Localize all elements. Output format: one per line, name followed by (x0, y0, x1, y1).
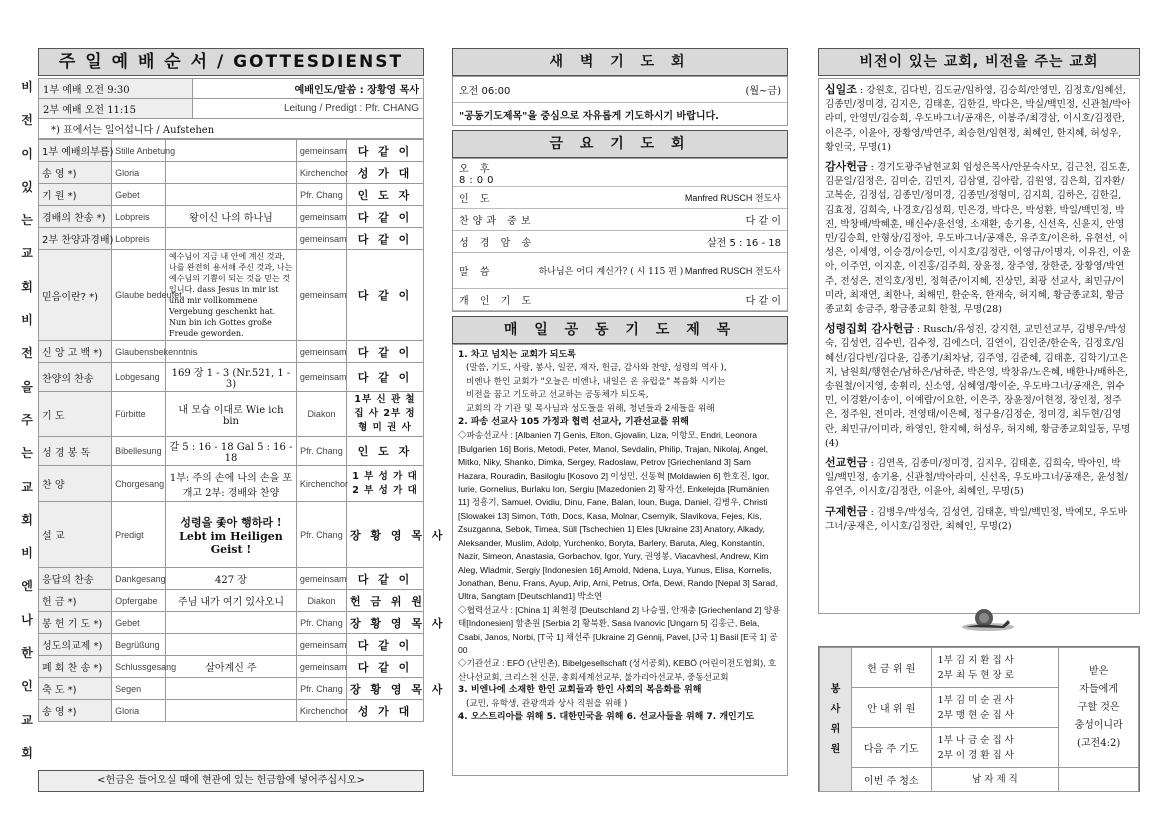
service-item-de: Bibellesung (112, 437, 166, 466)
volunteer-names (931, 648, 1059, 688)
offering-section-label: 감사헌금 (825, 160, 868, 174)
offering-section-names: : 김병우/박성숙, 김성연, 김태훈, 박일/백민정, 박예모, 우도바그너/공재은, 이시호/김정란, 최혜인, 무명(2) (825, 506, 1127, 532)
service-item-by: Pfr. Chang (296, 437, 346, 466)
service-item-ko: 찬양의 찬송 (39, 363, 112, 392)
service-item-content (166, 228, 297, 250)
prayer-item: 비엔나 한인 교회가 "오늘은 비엔나, 내일은 온 유럽을" 복음화 시키는 (466, 376, 726, 387)
friday-row (453, 187, 787, 209)
service-row (39, 140, 424, 162)
prayer-item: 3. 비엔나에 소재한 한인 교회들과 한인 사회의 복음화를 위해 (458, 685, 702, 696)
service-row (39, 466, 424, 502)
offering-section-label: 십일조 (825, 83, 857, 96)
prayer-item: 1. 차고 넘치는 교회가 되도록 (458, 350, 576, 360)
service-item-de: Segen (112, 678, 166, 700)
service-item-content: 1부: 주의 손에 나의 손을 포개고 2부: 경배와 찬양 (166, 466, 297, 502)
service-item-ko: 1부 예배의부름) (39, 140, 112, 162)
service-item-de: Begrüßung (112, 634, 166, 656)
volunteer-name: 2부 맹 현 순 집 사 (937, 709, 1014, 721)
service-item-ko: 믿음이란? *) (39, 250, 112, 341)
service-item-de: Gebet (112, 612, 166, 634)
service-row (39, 341, 424, 363)
offering-column (818, 48, 1140, 796)
offering-section (825, 505, 1133, 534)
offering-section-label: 구제헌금 (825, 504, 868, 518)
volunteer-row (820, 768, 1139, 792)
slogan-char: 한 (21, 646, 33, 661)
service-item-content: 427 장 (166, 568, 297, 590)
volunteer-name: 1부 김 미 순 권 사 (937, 694, 1014, 706)
service-row (39, 392, 424, 437)
order-of-service (38, 48, 446, 796)
friday-row-label: 오 후 8:00 (459, 163, 498, 186)
service-item-by: gemeinsam (296, 634, 346, 656)
second-service-time: 2부 예배 오전 11:15 (39, 99, 193, 119)
volunteer-role: 헌 금 위 원 (851, 648, 931, 688)
service-item-by: Kirchenchor (296, 466, 346, 502)
service-item-leader: 다 같 이 (346, 656, 423, 678)
service-item-by: Pfr. Chang (296, 678, 346, 700)
service-item-ko: 신 앙 고 백 *) (39, 341, 112, 363)
friday-row-label: 개 인 기 도 (459, 296, 536, 307)
service-item-by: gemeinsam (296, 140, 346, 162)
service-item-content: 왕이신 나의 하나님 (166, 206, 297, 228)
volunteer-name: 1부 김 지 환 집 사 (937, 654, 1014, 666)
slogan-char: 비 (21, 313, 33, 328)
service-item-content: 주님 내가 여기 있사오니 (166, 590, 297, 612)
volunteer-name: 2부 이 경 환 집 사 (937, 749, 1014, 761)
prayer-item: ◇협력선교사 : [China 1] 최현경 [Deutschland 2] 나승필, 안재충 [Griechenland 2] 양용태[Indonesien] 함춘원 [Serbia 2] 황북환, Sasa Ivanovic [Ungarn 5] 김홍근, Bela, Csabi, Janos, Norbi, [T국 1] 채선주 [Ukraine 2] Gennij, Pavel, [J국 1] Basil [E국 1] 공00 (458, 604, 781, 655)
friday-row-label: 찬양과 중보 (459, 216, 535, 227)
vertical-slogan (18, 80, 36, 760)
prayer-item: 4. 오스트리아를 위해 5. 대한민국을 위해 6. 선교사들을 위해 7. 개인기도 (458, 711, 755, 722)
service-row (39, 590, 424, 612)
slogan-char: 교 (21, 479, 33, 494)
verse-line: 자들에게 (1079, 683, 1118, 695)
service-item-ko: 헌 금 *) (39, 590, 112, 612)
service-row (39, 568, 424, 590)
service-row (39, 656, 424, 678)
slogan-char: 교 (21, 246, 33, 261)
prayer-item: (교민, 유학생, 관광객과 상사 직원을 위해 ) (466, 698, 628, 709)
service-item-by: Kirchenchor (296, 700, 346, 722)
service-row (39, 700, 424, 722)
service-item-ko: 2부 찬양과경배) (39, 228, 112, 250)
service-item-content: 예수님이 지금 내 안에 계신 것과, 나를 완전히 용서해 주신 것과, 나는 예수님의 기쁨이 되는 것을 믿는 것입니다. dass Jesus in mir ist und mir vollkommene Vergebung geschenkt hat. Nun bin ich Gottes große Freude geworden. (166, 250, 297, 341)
service-times (38, 78, 424, 139)
friday-row (453, 231, 787, 253)
slogan-char: 있 (21, 179, 33, 194)
first-service-time: 1부 예배 오전 9:30 (39, 79, 193, 99)
prayer-item: 2. 파송 선교사 105 가정과 협력 선교사, 기관선교를 위해 (458, 417, 689, 428)
offering-section (825, 83, 1133, 155)
service-item-by: gemeinsam (296, 656, 346, 678)
service-item-content (166, 678, 297, 700)
offering-section (825, 322, 1133, 451)
friday-row-value: Manfred RUSCH 전도사 (684, 266, 781, 276)
second-service-leader: Leitung / Predigt : Pfr. CHANG (193, 99, 424, 119)
service-item-by: Pfr. Chang (296, 612, 346, 634)
service-item-content (166, 140, 297, 162)
service-item-de: Gebet (112, 184, 166, 206)
service-item-de: Gloria (112, 162, 166, 184)
service-item-leader: 장 황 영 목 사 (346, 612, 423, 634)
service-item-content (166, 162, 297, 184)
friday-row-label: 성 경 암 송 (459, 238, 536, 249)
volunteer-side-char: 위 (830, 723, 841, 735)
volunteer-name: 1부 나 금 순 집 사 (937, 734, 1014, 746)
service-item-content (166, 612, 297, 634)
service-item-content (166, 184, 297, 206)
service-item-content (166, 700, 297, 722)
offering-note: <헌금은 들어오실 때에 현관에 있는 헌금함에 넣어주십시오> (38, 770, 424, 792)
service-item-de: Fürbitte (112, 392, 166, 437)
slogan-char: 전 (21, 113, 33, 128)
service-item-leader: 다 같 이 (346, 568, 423, 590)
service-item-de: Predigt (112, 502, 166, 568)
volunteer-verse (1059, 648, 1139, 768)
dawn-prayer-title: 새 벽 기 도 회 (452, 48, 788, 76)
slogan-char: 나 (21, 612, 33, 627)
volunteer-role: 안 내 위 원 (851, 688, 931, 728)
dawn-prayer-note: "공동기도제목"을 중심으로 자유롭게 기도하시기 바랍니다. (459, 111, 719, 122)
friday-row (453, 289, 787, 311)
volunteer-role: 다음 주 기도 (851, 728, 931, 768)
service-item-ko: 송 영 *) (39, 700, 112, 722)
service-item-leader: 다 같 이 (346, 228, 423, 250)
service-item-ko: 설 교 (39, 502, 112, 568)
slogan-char: 주 (21, 412, 33, 427)
service-item-leader: 1부 신 관 철 집 사 2부 정 형 미 권 사 (346, 392, 423, 437)
service-item-ko: 기 도 (39, 392, 112, 437)
service-item-by: Pfr. Chang (296, 184, 346, 206)
friday-row (453, 209, 787, 231)
volunteer-side-char: 봉 (830, 683, 841, 695)
prayer-item: (말씀, 기도, 사랑, 봉사, 일꾼, 재자, 헌금, 감사와 찬양, 성령의 역사 ), (466, 363, 727, 374)
service-item-leader: 1 부 성 가 대 2 부 성 가 대 (346, 466, 423, 502)
service-item-content: 169 장 1 - 3 (Nr.521, 1 - 3) (166, 363, 297, 392)
service-item-by: gemeinsam (296, 568, 346, 590)
service-item-ko: 응답의 찬송 (39, 568, 112, 590)
offering-section (825, 160, 1133, 317)
friday-prayer-box (452, 158, 788, 312)
service-item-de: Lobpreis (112, 228, 166, 250)
snail-illustration (958, 603, 1018, 633)
volunteer-side-char: 사 (830, 703, 841, 715)
service-row (39, 634, 424, 656)
service-item-de: Stille Anbetung (112, 140, 166, 162)
service-item-leader: 장 황 영 목 사 (346, 502, 423, 568)
slogan-char: 는 (21, 446, 33, 461)
service-item-leader: 헌 금 위 원 (346, 590, 423, 612)
service-item-by: gemeinsam (296, 228, 346, 250)
slogan-char: 회 (21, 512, 33, 527)
service-title: 주 일 예 배 순 서 / GOTTESDIENST (38, 48, 424, 76)
service-item-by: Pfr. Chang (296, 502, 346, 568)
volunteer-role: 이번 주 청소 (851, 768, 931, 792)
service-item-ko: 찬 양 (39, 466, 112, 502)
service-item-by: Kirchenchor (296, 162, 346, 184)
slogan-char: 비 (21, 546, 33, 561)
offering-section-names: : 강원호, 김다빈, 김도균/임하영, 김승희/안영민, 김정호/임혜선, 김종민/정미경, 김지은, 김태훈, 김한길, 박다은, 박실/백민정, 신관철/박아라미, 안영민/김승희, 우도바그너/공재은, 이봉주/최경삼, 이시호/김정란, 이은주, 이윤아, 장황영/박연주, 최승현/임현정, 최혜인, 한지혜, 허성우, 황인국, 무명(1) (825, 85, 1131, 153)
service-item-ko: 축 도 *) (39, 678, 112, 700)
service-item-by: Diakon (296, 590, 346, 612)
service-item-leader: 장 황 영 목 사 (346, 678, 423, 700)
friday-row-value: 다 같 이 (745, 216, 781, 227)
service-item-de: Lobgesang (112, 363, 166, 392)
slogan-char: 교 (21, 712, 33, 727)
service-item-leader: 다 같 이 (346, 206, 423, 228)
service-item-content: 성령을 좇아 행하라 ! Lebt im Heiligen Geist ! (166, 502, 297, 568)
service-item-ko: 성 경 봉 독 (39, 437, 112, 466)
service-order-table (38, 139, 446, 722)
volunteer-name: 2부 최 두 현 장 로 (937, 669, 1014, 681)
dawn-prayer-time: 오전 06:00 (459, 86, 511, 97)
volunteer-side-char: 원 (830, 743, 841, 755)
service-row (39, 184, 424, 206)
service-item-de: Dankgesang (112, 568, 166, 590)
service-item-by: gemeinsam (296, 341, 346, 363)
slogan-char: 이 (21, 146, 33, 161)
daily-prayer-list (452, 344, 788, 776)
service-item-leader: 다 같 이 (346, 140, 423, 162)
prayer-item: 비전을 꿈고 기도하고 선교하는 공동체가 되도록, (466, 390, 649, 401)
volunteer-name: 남 자 제 직 (972, 774, 1018, 785)
service-item-content: 갈 5 : 16 - 18 Gal 5 : 16 - 18 (166, 437, 297, 466)
service-item-leader: 다 같 이 (346, 634, 423, 656)
slogan-char: 엔 (21, 579, 33, 594)
slogan-char: 비 (21, 80, 33, 94)
volunteer-empty-cell (1059, 768, 1139, 792)
standing-note: *) 표에서는 일어섭니다 / Aufstehen (39, 119, 424, 139)
prayer-item: 교회의 각 기관 및 목사님과 성도들을 위해, 청년들과 2세들을 위해 (466, 403, 715, 414)
friday-row-content: 하나님은 어디 계신가? ( 시 115 편 ) (538, 267, 684, 277)
service-row (39, 363, 424, 392)
service-row (39, 502, 424, 568)
slogan-char: 인 (21, 679, 33, 694)
service-item-ko: 경배의 찬송 *) (39, 206, 112, 228)
service-item-ko: 봉 헌 기 도 *) (39, 612, 112, 634)
prayer-item: ◇기관선교 : EFÖ (난민촌), Bibelgesellschaft (성서공회), KEBÖ (어린이전도협회), 호산나선교회, 크리스천 신문, 총회세계선교부, 불가리아선교부, 중동선교회 (458, 658, 777, 682)
offering-section-names: : 김연옥, 김종미/정미경, 김지우, 김태훈, 김희숙, 박아인, 박일/백민정, 송기용, 신관철/박아라미, 신선옥, 우도바그너/공재은, 윤성철/유연주, 이시호/김정란, 이윤아, 최혜인, 무명(5) (825, 458, 1128, 498)
friday-row-value: 다 같 이 (745, 296, 781, 307)
service-item-leader: 성 가 대 (346, 162, 423, 184)
service-item-leader: 인 도 자 (346, 184, 423, 206)
service-row (39, 678, 424, 700)
service-item-de: Glaubensbekenntnis (112, 341, 166, 363)
service-item-de: Gloria (112, 700, 166, 722)
verse-line: 받은 (1088, 665, 1109, 677)
slogan-char: 회 (21, 745, 33, 760)
service-row (39, 437, 424, 466)
friday-row-label: 말 씀 (459, 267, 494, 278)
offering-title: 비전이 있는 교회, 비전을 주는 교회 (818, 48, 1140, 76)
volunteer-names (931, 688, 1059, 728)
service-item-de: Schlussgesang (112, 656, 166, 678)
offering-list (818, 78, 1140, 614)
service-item-by: Diakon (296, 392, 346, 437)
service-item-leader: 다 같 이 (346, 363, 423, 392)
service-item-content: 살아계신 주 (166, 656, 297, 678)
offering-section-label: 성령집회 감사헌금 (825, 322, 914, 336)
volunteer-names (931, 768, 1059, 792)
volunteer-side-label (820, 648, 852, 792)
offering-section-names: : Rusch/유성진, 강지현, 교민선교부, 김병우/박성숙, 김성연, 김수빈, 김수정, 김에스더, 김연이, 김인준/한순옥, 김정호/임혜선/김다빈/김다윤, 김종기/최차남, 김주영, 김준혜, 김태훈, 김학기/고은지, 남원희/행현순/남하은/남하준, 박은영, 박창유/노은혜, 배한나/배하은, 송원철/이지영, 송휘리, 신소영, 심혜영/황이순, 우도바그너/공재은, 위수민, 이경환/이송이, 이예람/이요한, 이은주, 장윤정/이현정, 장인정, 정주은, 정주원, 전미라, 전영태/이은혜, 정구용/김정순, 정미경, 최두현/김영란, 최민규/이미라, 하영인, 한지혜, 허성우, 허지혜, 황금종교회일동, 무명(4) (825, 324, 1131, 449)
service-row (39, 162, 424, 184)
volunteer-row (820, 648, 1139, 688)
service-item-de: Glaube bedeutet, (112, 250, 166, 341)
friday-row (453, 159, 787, 187)
service-row (39, 612, 424, 634)
offering-section (825, 456, 1133, 500)
slogan-char: 을 (21, 379, 33, 394)
service-item-content: 내 모습 이대로 Wie ich bin (166, 392, 297, 437)
service-item-ko: 폐 회 찬 송 *) (39, 656, 112, 678)
volunteer-table (818, 646, 1140, 792)
friday-row-label: 인 도 (459, 194, 494, 205)
slogan-char: 는 (21, 213, 33, 228)
first-service-leader: 예배인도/말씀 : 장황영 목사 (193, 79, 424, 99)
verse-line: (고전4:2) (1077, 737, 1121, 749)
service-item-leader: 다 같 이 (346, 341, 423, 363)
service-item-leader: 성 가 대 (346, 700, 423, 722)
slogan-char: 회 (21, 279, 33, 294)
service-item-content (166, 634, 297, 656)
service-item-de: Opfergabe (112, 590, 166, 612)
service-item-de: Chorgesang (112, 466, 166, 502)
prayer-column (452, 48, 788, 796)
service-row (39, 228, 424, 250)
service-item-de: Lobpreis (112, 206, 166, 228)
offering-section-names: : 경기도광주남현교회 임성은목사/안문숙사모, 김근천, 김도훈, 김문일/김정은, 김미순, 김민지, 김삼열, 김아람, 김원영, 김은희, 김자환/고복순, 김정섭, 김종민/정미경, 김종민/정형미, 김지희, 김하은, 김한길, 김효정, 김희숙, 나경호/김성희, 민은경, 박다은, 박성환, 박일/백민정, 박진, 박창배/박혜훈, 배신수/윤선영, 소재환, 송기용, 신선옥, 신윤지, 안영민/김승희, 안형상/김정아, 우도바그너/공재은, 유주호/이은하, 유현선, 이성은, 이세영, 이승경/이승민, 이시호/김정란, 이영규/이명자, 이유진, 이윤아, 이주연, 이지훈, 이진홍/김주희, 장윤정, 장주영, 장한준, 장황영/박연주, 전성은, 전익호/정빈, 정혁준/이지혜, 진상민, 최광 선교사, 최민규/이미라, 최재연, 최한나, 최해민, 한순옥, 한재숙, 허지혜, 황금종교회, 황금종교회 송금주, 황금종교회 한철, 무명(28) (825, 162, 1131, 316)
service-item-leader: 인 도 자 (346, 437, 423, 466)
service-item-ko: 성도의교제 *) (39, 634, 112, 656)
service-item-by: gemeinsam (296, 363, 346, 392)
verse-line: 구할 것은 (1077, 701, 1120, 713)
service-row (39, 206, 424, 228)
friday-row-value: Manfred RUSCH 전도사 (684, 193, 781, 203)
volunteer-names (931, 728, 1059, 768)
service-item-ko: 송 영 *) (39, 162, 112, 184)
daily-prayer-title: 매 일 공 동 기 도 제 목 (452, 316, 788, 344)
friday-row-value: 살전 5 : 16 - 18 (706, 238, 781, 249)
friday-prayer-title: 금 요 기 도 회 (452, 130, 788, 158)
service-item-by: gemeinsam (296, 206, 346, 228)
slogan-char: 전 (21, 346, 33, 361)
friday-row (453, 253, 787, 289)
offering-section-label: 선교헌금 (825, 456, 868, 470)
service-row (39, 250, 424, 341)
prayer-item: ◇파송선교사 : [Albanien 7] Genis, Elton, Gjovalin, Liza, 이항모, Endri, Leonora [Bulgarien 16] Boris, Metodi, Peter, Manol, Sevdalin, Philip, Trajan, Nikolaj, Angel, Mitko, Niky, Shanko, Dimka, Sergey, Radoslaw, Petrov [Griechenland 3] Sam Hazara, Rouradin, Basiloglu [Kosovo 2] 이성민, 신동혁 [Moldawien 6] 한호진, Igor, Iurie, Gornelius, Burlaku Ion, Sergiu [Mazedonien 2] 황자선, Enkelejda [Rumänien 11] 정흥기, Samuel, Ovidiu, Dinu, Fane, Balan, Ioun, Buga, Daniel, 김병우, Christi [Slowakei 13] Simon, Tóth, Docs, Kasa, Molnar, Csernyik, Slavikova, Fejes, Kis, Zsuzganna, Sebok, Timea, Süll [Tschechien 1] Eles [Ukraine 23] Anatory, Alkady, Aleksander, Muslim, Adolp, Yurchenko, Boryta, Barlery, Baruta, Aleg, Konstantin, Nazir, Simeon, Anastasia, Gorbachov, Igor, Yury, 권영봉, Viacavhesl, Andrew, Kim Aleg, Wladmir, Sergiy [Indonesien 16] Arnold, Ndena, Luya, Yunus, Elisa, Kornelis, Jonathan, Benu, Frans, Ayup, Arip, Arni, Petrus, Orfa, Dewi, Rando [Nepal 3] Sarad, Ultra, Sangtam [Deutschland1] 박소연 (458, 430, 778, 602)
verse-line: 충성이니라 (1074, 719, 1123, 731)
dawn-prayer-box (452, 76, 788, 126)
service-item-leader: 다 같 이 (346, 250, 423, 341)
service-item-by: gemeinsam (296, 250, 346, 341)
service-item-ko: 기 원 *) (39, 184, 112, 206)
dawn-prayer-days: (월~금) (745, 86, 781, 97)
